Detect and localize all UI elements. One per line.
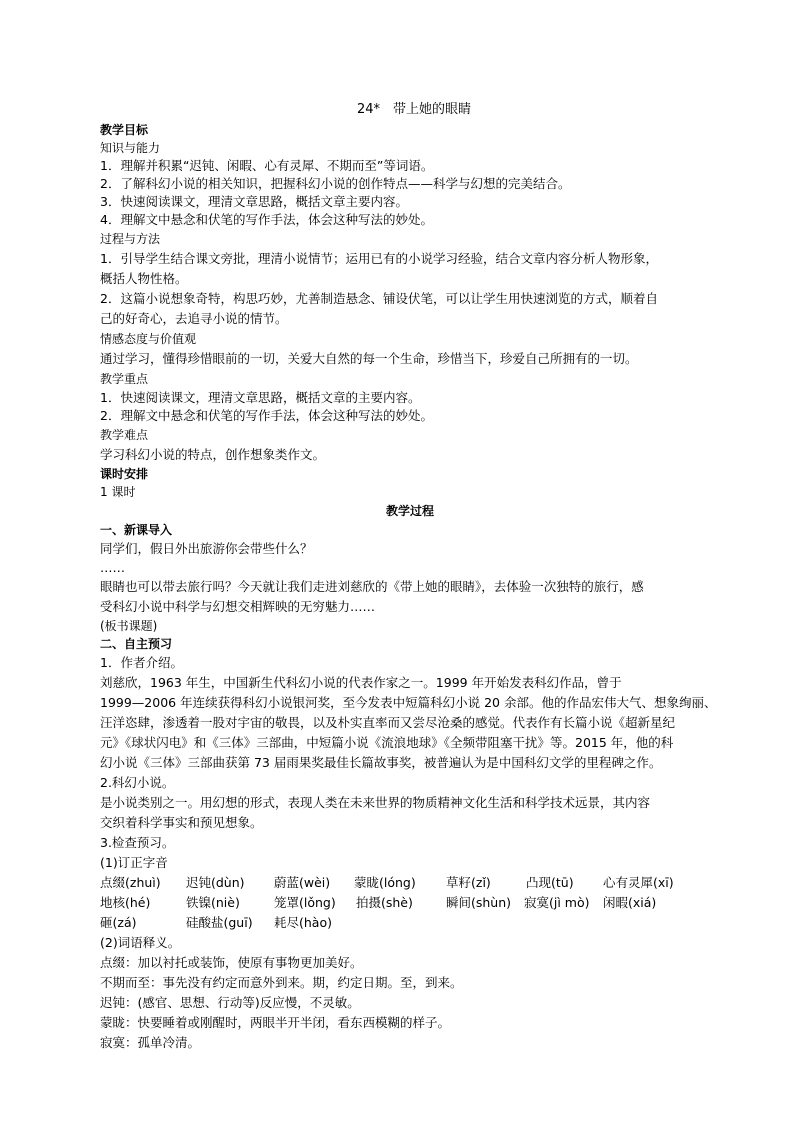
key-item: 1．快速阅读课文，理清文章思路，概括文章的主要内容。 <box>100 390 421 405</box>
pronounce-entry: 心有灵犀(xī) <box>603 875 674 890</box>
process-heading: 过程与方法 <box>100 232 161 246</box>
knowledge-item: 4．理解文中悬念和伏笔的写作手法，体会这种写法的妙处。 <box>100 212 433 227</box>
process-line: 2．这篇小说想象奇特，构思巧妙，尤善制造悬念、铺设伏笔，可以让学生用快速浏览的方式，顺着自 <box>100 291 658 306</box>
section1-heading: 一、新课导入 <box>100 523 173 537</box>
process-line: 1．引导学生结合课文旁批，理清小说情节；运用已有的小说学习经验，结合文章内容分析人物形象， <box>100 251 658 266</box>
vocab-heading: (2)词语释义。 <box>100 935 181 950</box>
process-title: 教学过程 <box>385 504 434 518</box>
pronounce-entry: 迟钝(dùn) <box>186 875 245 890</box>
section1-line: 受科幻小说中科学与幻想交相辉映的无穷魅力…… <box>100 599 376 614</box>
knowledge-heading: 知识与能力 <box>100 141 161 155</box>
key-item: 2．理解文中悬念和伏笔的写作手法，体会这种写法的妙处。 <box>100 408 433 423</box>
scifi-heading: 2.科幻小说。 <box>100 775 175 790</box>
vocab-line: 迟钝：(感官、思想、行动等)反应慢，不灵敏。 <box>100 995 360 1010</box>
author-line: 1999—2006 年连续获得科幻小说银河奖，至今发表中短篇科幻小说 20 余部。他的作品宏伟大气、想象绚丽、 <box>100 695 717 710</box>
difficulty-text: 学习科幻小说的特点，创作想象类作文。 <box>100 447 326 462</box>
section1-line: (板书课题) <box>100 619 158 633</box>
scifi-line: 是小说类别之一。用幻想的形式，表现人类在未来世界的物质精神文化生活和科学技术远景，其内容 <box>100 795 651 810</box>
pronounce-entry: 地核(hé) <box>100 895 151 910</box>
pronounce-row <box>100 893 720 913</box>
document-title: 24* 带上她的眼睛 <box>356 102 472 117</box>
pronounce-entry: 耗尽(hào) <box>274 915 332 930</box>
process-line: 己的好奇心，去追寻小说的情节。 <box>100 311 288 326</box>
process-line: 概括人物性格。 <box>100 271 188 286</box>
author-line: 刘慈欣，1963 年生，中国新生代科幻小说的代表作家之一。1999 年开始发表科幻作品，曾于 <box>100 675 622 690</box>
pronounce-entry: 瞬间(shùn) <box>446 895 512 910</box>
section1-line: …… <box>100 560 125 575</box>
vocab-line: 不期而至：事先没有约定而意外到来。期，约定日期。至，到来。 <box>100 975 463 990</box>
pronounce-entry: 硅酸盐(guī) <box>186 915 253 930</box>
scifi-line: 交织着科学事实和预见想象。 <box>100 815 263 830</box>
knowledge-item: 3．快速阅读课文，理清文章思路，概括文章主要内容。 <box>100 194 408 209</box>
emotion-heading: 情感态度与价值观 <box>100 332 197 346</box>
emotion-text: 通过学习，懂得珍惜眼前的一切，关爱大自然的每一个生命，珍惜当下，珍爱自己所拥有的一切。 <box>100 351 638 366</box>
key-heading: 教学重点 <box>100 372 149 386</box>
pronounce-entry: 蔚蓝(wèi) <box>274 875 331 890</box>
pronounce-heading: (1)订正字音 <box>100 855 168 870</box>
vocab-line: 寂寞：孤单冷清。 <box>100 1035 201 1050</box>
difficulty-heading: 教学难点 <box>100 428 149 442</box>
pronounce-entry: 笼罩(lǒng) <box>274 895 336 910</box>
schedule-heading: 课时安排 <box>100 467 149 481</box>
author-line: 幻小说《三体》三部曲获第 73 届雨果奖最佳长篇故事奖，被普遍认为是中国科幻文学的里程碑之作。 <box>100 755 662 770</box>
section1-line: 眼睛也可以带去旅行吗？今天就让我们走进刘慈欣的《带上她的眼睛》，去体验一次独特的旅行，感 <box>100 579 644 594</box>
pronounce-entry: 点缀(zhuì) <box>100 875 161 890</box>
pronounce-entry: 铁镍(niè) <box>186 895 240 910</box>
pronounce-entry: 凸现(tū) <box>526 875 574 890</box>
vocab-line: 蒙眬：快要睡着或刚醒时，两眼半开半闭，看东西模糊的样子。 <box>100 1015 451 1030</box>
pronounce-entry: 草籽(zǐ) <box>446 875 491 890</box>
knowledge-item: 1．理解并积累“迟钝、闲暇、心有灵犀、不期而至”等词语。 <box>100 158 434 173</box>
knowledge-item: 2．了解科幻小说的相关知识，把握科幻小说的创作特点——科学与幻想的完美结合。 <box>100 176 571 191</box>
pronounce-entry: 寂寞(jì mò) <box>524 895 590 910</box>
goals-heading: 教学目标 <box>100 123 149 137</box>
pronounce-row <box>100 913 720 933</box>
schedule-text: 1 课时 <box>100 485 136 499</box>
pronounce-entry: 蒙眬(lóng) <box>354 875 416 890</box>
document-content <box>100 99 720 1053</box>
check-heading: 3.检查预习。 <box>100 835 175 850</box>
section2-heading: 二、自主预习 <box>100 637 173 651</box>
pronounce-entry: 闲暇(xiá) <box>603 895 657 910</box>
pronounce-entry: 拍摄(shè) <box>356 895 413 910</box>
author-line: 汪洋恣肆，渗透着一股对宇宙的敬畏，以及朴实直率而又尝尽沧桑的感觉。代表作有长篇小说《超新星纪 <box>100 715 676 730</box>
section1-line: 同学们，假日外出旅游你会带些什么？ <box>100 541 313 556</box>
pronounce-row <box>100 873 720 893</box>
pronounce-entry: 砸(zá) <box>100 915 137 930</box>
author-line: 元》《球状闪电》和《三体》三部曲，中短篇小说《流浪地球》《全频带阻塞干扰》等。2015 年，他的科 <box>100 735 674 750</box>
vocab-line: 点缀：加以衬托或装饰，使原有事物更加美好。 <box>100 955 363 970</box>
author-heading: 1．作者介绍。 <box>100 655 183 670</box>
